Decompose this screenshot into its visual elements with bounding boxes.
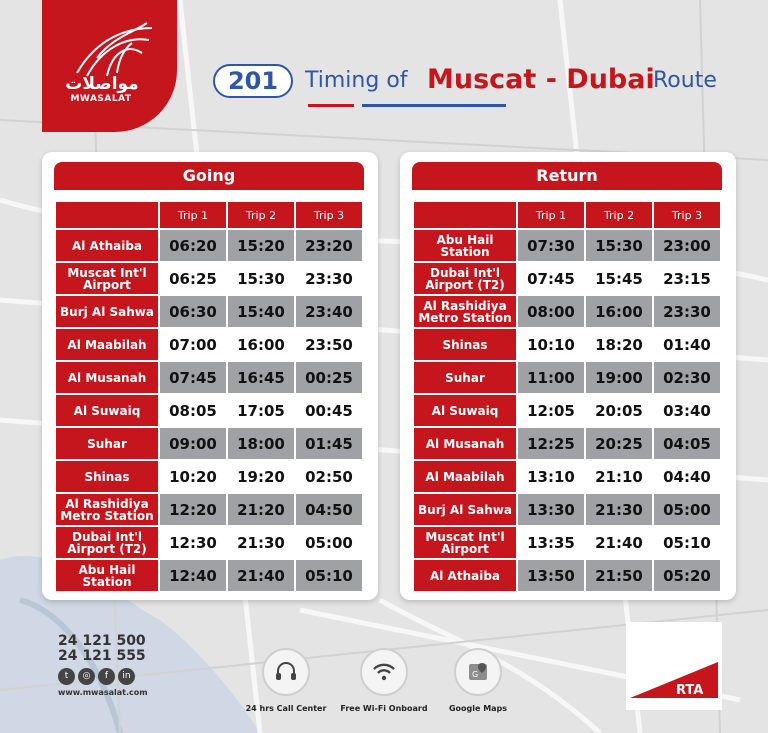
time-cell: 21:40 — [228, 560, 294, 591]
column-header: Trip 1 — [518, 202, 584, 228]
feature-google-maps — [428, 648, 528, 713]
stop-name: Al Suwaiq — [56, 395, 158, 426]
time-cell: 06:30 — [160, 296, 226, 327]
time-cell: 12:20 — [160, 494, 226, 525]
time-cell: 21:10 — [586, 461, 652, 492]
phone-number[interactable]: 24 121 555 — [58, 648, 146, 664]
stop-name: Burj Al Sahwa — [414, 494, 516, 525]
logo-english-text: MWASALAT — [70, 94, 132, 104]
stop-name: Suhar — [56, 428, 158, 459]
table-row — [56, 362, 362, 393]
stop-name: Al Rashidiya Metro Station — [56, 494, 158, 525]
title-suffix: Route — [653, 68, 717, 93]
contact-block — [58, 634, 152, 697]
title-underline-red — [308, 104, 354, 107]
column-header: Trip 2 — [228, 202, 294, 228]
time-cell: 23:20 — [296, 230, 362, 261]
column-header: Trip 3 — [654, 202, 720, 228]
return-table — [412, 200, 722, 593]
column-header: Trip 3 — [296, 202, 362, 228]
feature-label: Google Maps — [448, 704, 508, 713]
table-row — [56, 560, 362, 591]
column-header: Trip 2 — [586, 202, 652, 228]
linkedin-icon[interactable]: in — [118, 668, 135, 685]
svg-text:G: G — [472, 670, 479, 679]
time-cell: 21:30 — [228, 527, 294, 558]
map-pin-icon — [454, 648, 502, 696]
time-cell: 12:40 — [160, 560, 226, 591]
time-cell: 03:40 — [654, 395, 720, 426]
time-cell: 23:30 — [296, 263, 362, 294]
time-cell: 15:45 — [586, 263, 652, 294]
time-cell: 00:45 — [296, 395, 362, 426]
time-cell: 13:35 — [518, 527, 584, 558]
stop-name: Burj Al Sahwa — [56, 296, 158, 327]
table-row — [414, 329, 720, 360]
feature-label: 24 hrs Call Center — [245, 704, 327, 713]
return-timetable — [400, 152, 736, 600]
time-cell: 06:25 — [160, 263, 226, 294]
time-cell: 04:40 — [654, 461, 720, 492]
rta-logo — [626, 622, 722, 710]
table-row — [414, 428, 720, 459]
time-cell: 13:30 — [518, 494, 584, 525]
time-cell: 19:00 — [586, 362, 652, 393]
time-cell: 15:20 — [228, 230, 294, 261]
stop-name: Al Suwaiq — [414, 395, 516, 426]
time-cell: 07:45 — [518, 263, 584, 294]
table-header-blank — [56, 202, 158, 228]
stop-name: Al Rashidiya Metro Station — [414, 296, 516, 327]
table-row — [56, 230, 362, 261]
time-cell: 04:50 — [296, 494, 362, 525]
return-title: Return — [412, 162, 722, 190]
time-cell: 13:10 — [518, 461, 584, 492]
time-cell: 15:30 — [586, 230, 652, 261]
headset-icon — [262, 648, 310, 696]
table-row — [414, 461, 720, 492]
time-cell: 02:30 — [654, 362, 720, 393]
time-cell: 07:45 — [160, 362, 226, 393]
table-row — [56, 296, 362, 327]
table-row — [414, 395, 720, 426]
rta-mark-icon — [626, 622, 722, 710]
feature-wifi — [334, 648, 434, 713]
title-prefix: Timing of — [305, 68, 408, 93]
time-cell: 18:00 — [228, 428, 294, 459]
table-row — [56, 263, 362, 294]
time-cell: 12:30 — [160, 527, 226, 558]
time-cell: 16:00 — [586, 296, 652, 327]
twitter-icon[interactable]: t — [58, 668, 75, 685]
feature-call-center — [236, 648, 336, 713]
stop-name: Suhar — [414, 362, 516, 393]
time-cell: 00:25 — [296, 362, 362, 393]
time-cell: 07:30 — [518, 230, 584, 261]
table-row — [56, 527, 362, 558]
title-underline-blue — [362, 104, 506, 107]
time-cell: 21:30 — [586, 494, 652, 525]
stop-name: Shinas — [414, 329, 516, 360]
time-cell: 11:00 — [518, 362, 584, 393]
time-cell: 02:50 — [296, 461, 362, 492]
time-cell: 01:40 — [654, 329, 720, 360]
going-timetable — [42, 152, 378, 600]
stop-name: Al Maabilah — [414, 461, 516, 492]
time-cell: 05:10 — [654, 527, 720, 558]
table-row — [414, 560, 720, 591]
stop-name: Abu Hail Station — [56, 560, 158, 591]
time-cell: 05:20 — [654, 560, 720, 591]
time-cell: 15:40 — [228, 296, 294, 327]
time-cell: 23:00 — [654, 230, 720, 261]
network-arcs-icon — [57, 18, 157, 78]
time-cell: 09:00 — [160, 428, 226, 459]
time-cell: 20:05 — [586, 395, 652, 426]
table-row — [414, 362, 720, 393]
time-cell: 23:40 — [296, 296, 362, 327]
time-cell: 21:50 — [586, 560, 652, 591]
table-row — [56, 494, 362, 525]
stop-name: Al Athaiba — [414, 560, 516, 591]
time-cell: 16:45 — [228, 362, 294, 393]
table-row — [414, 263, 720, 294]
time-cell: 12:25 — [518, 428, 584, 459]
table-row — [414, 494, 720, 525]
stop-name: Abu Hail Station — [414, 230, 516, 261]
table-row — [56, 428, 362, 459]
feature-label: Free Wi-Fi Onboard — [340, 704, 428, 713]
going-table — [54, 200, 364, 593]
time-cell: 05:00 — [296, 527, 362, 558]
time-cell: 05:10 — [296, 560, 362, 591]
time-cell: 04:05 — [654, 428, 720, 459]
time-cell: 10:20 — [160, 461, 226, 492]
logo-arabic-text: مواصلات — [65, 74, 139, 94]
mwasalat-logo — [42, 0, 177, 132]
time-cell: 19:20 — [228, 461, 294, 492]
time-cell: 15:30 — [228, 263, 294, 294]
table-row — [414, 527, 720, 558]
time-cell: 18:20 — [586, 329, 652, 360]
time-cell: 20:25 — [586, 428, 652, 459]
time-cell: 23:50 — [296, 329, 362, 360]
route-number-badge: 201 — [213, 64, 293, 98]
stop-name: Muscat Int'l Airport — [414, 527, 516, 558]
stop-name: Muscat Int'l Airport — [56, 263, 158, 294]
table-row — [414, 296, 720, 327]
stop-name: Al Maabilah — [56, 329, 158, 360]
time-cell: 17:05 — [228, 395, 294, 426]
facebook-icon[interactable]: f — [98, 668, 115, 685]
table-row — [56, 395, 362, 426]
phone-number[interactable]: 24 121 500 — [58, 633, 146, 649]
time-cell: 10:10 — [518, 329, 584, 360]
stop-name: Dubai Int'l Airport (T2) — [56, 527, 158, 558]
time-cell: 13:50 — [518, 560, 584, 591]
time-cell: 23:30 — [654, 296, 720, 327]
time-cell: 21:20 — [228, 494, 294, 525]
going-title: Going — [54, 162, 364, 190]
time-cell: 06:20 — [160, 230, 226, 261]
time-cell: 08:05 — [160, 395, 226, 426]
instagram-icon[interactable]: ◎ — [78, 668, 95, 685]
time-cell: 12:05 — [518, 395, 584, 426]
rta-text: RTA — [676, 683, 704, 698]
time-cell: 08:00 — [518, 296, 584, 327]
table-row — [56, 329, 362, 360]
stop-name: Al Athaiba — [56, 230, 158, 261]
stop-name: Shinas — [56, 461, 158, 492]
time-cell: 16:00 — [228, 329, 294, 360]
time-cell: 01:45 — [296, 428, 362, 459]
time-cell: 07:00 — [160, 329, 226, 360]
title-route: Muscat - Dubai — [427, 64, 655, 95]
time-cell: 21:40 — [586, 527, 652, 558]
wifi-icon — [360, 648, 408, 696]
table-header-blank — [414, 202, 516, 228]
stop-name: Dubai Int'l Airport (T2) — [414, 263, 516, 294]
social-links — [58, 668, 152, 685]
column-header: Trip 1 — [160, 202, 226, 228]
stop-name: Al Musanah — [56, 362, 158, 393]
time-cell: 05:00 — [654, 494, 720, 525]
time-cell: 23:15 — [654, 263, 720, 294]
table-row — [56, 461, 362, 492]
website-link[interactable]: www.mwasalat.com — [58, 688, 148, 697]
stop-name: Al Musanah — [414, 428, 516, 459]
table-row — [414, 230, 720, 261]
